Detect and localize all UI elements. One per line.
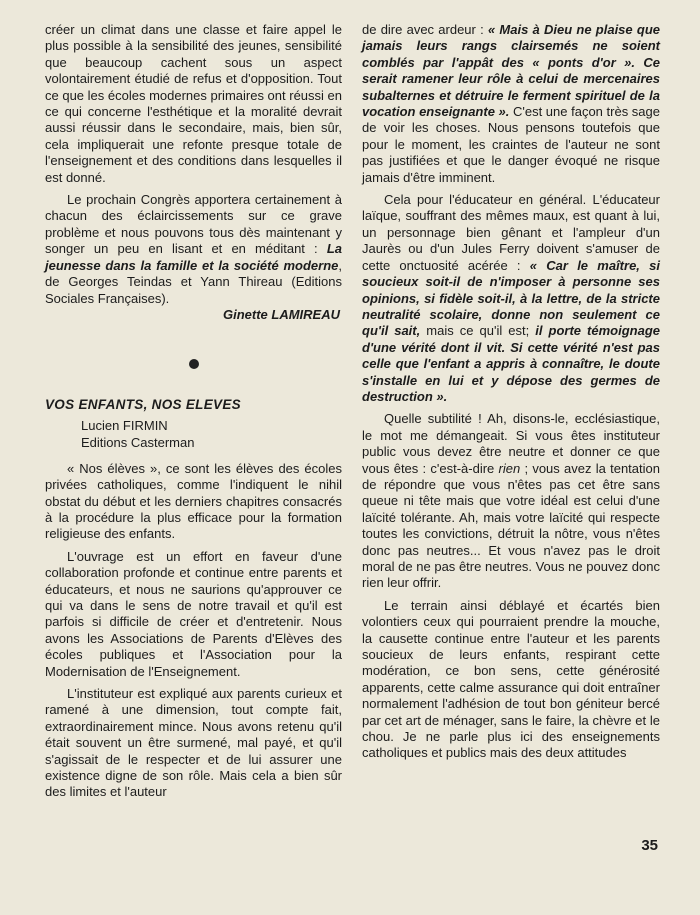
quote-vocation: « Mais à Dieu ne plaise que jamais leurs rangs clairsemés ne soient comblés par l'appât des « ponts d'or ». Ce serait ramener leur rôle à celui de mercenaires subalternes et détruire le ferment spirituel de la vocation enseignante ». [362,22,660,120]
paragraph-subtilite: Quelle subtilité ! Ah, disons-le, ecclésiastique, le mot me démangeait. Si vous êtes instituteur public vous devez être neutre et donner ce que vous êtes : c'est-à-dire rien ; vous avez la tentation de répondre que vous n'êtes pas cet être sans queue ni tête mais que votre idéal est celui d'une laïcité tolérante. Ah, mais votre laïcité qui respecte toutes les convictions, détruit la nôtre, vous n'êtes donc pas neutres... Et vous n'avez pas le droit moral de ne pas être neutres. Vous ne pouvez donc rien leur offrir. [362,411,660,591]
paragraph-ouvrage: L'ouvrage est un effort en faveur d'une collaboration profonde et continue entre parents et éducateurs, et nous ne saurions qu'approuver ce qui va dans le sens de notre travail et qu'il est parfois si difficile de créer et d'entretenir. Nous avons les Associations de Parents d'Elèves des écoles publiques et l'Association pour la Modernisation de l'Enseignement. [45,548,342,679]
book-title: La jeunesse dans la famille et la société moderne [45,241,342,273]
paragraph-educateur: Cela pour l'éducateur en général. L'éducateur laïque, souffrant des mêmes maux, est quant à lui, un personnage bien gênant et l'ampleur d'un Jaurès ou d'un Jules Ferry doivent s'amuser de cette onctuosité acérée : « Car le maître, si soucieux soit-il de n'imposer à personne ses opinions, si fidèle soit-il, à la lettre, de la stricte neutralité scolaire, donne non seulement ce qu'il sait, mais ce qu'il est; il porte témoignage d'une vérité dont il vit. Si cette vérité n'est pas celle que l'enfant a appris à connaître, le doute s'installe en lui et y dépose des germes de destruction ». [362,192,660,404]
quote-maitre: « Car le maître, si soucieux soit-il de n'imposer à personne ses opinions, si fidèle soit-il, à la lettre, de la stricte neutralité scolaire, donne non seulement ce qu'il sait, [362,257,660,339]
paragraph-terrain: Le terrain ainsi déblayé et écartés bien volontiers ceux qui pourraient prendre la mouche, la causette continue entre l'auteur et les parents soucieux de leurs enfants, respirant cette modération, ce bon sens, cette générosité apparents, cette calme assurance qui doit entraîner normalement l'adhésion de tout bon géniteur bercé par cet art de ménager, sans le faire, la chèvre et le chou. Je ne parle plus ici des enseignements catholiques et publics mais des deux attitudes [362,597,660,761]
right-column [362,22,660,768]
author-signature: Ginette LAMIREAU [223,306,340,322]
paragraph-congress: Le prochain Congrès apportera certainement à chacun des éclaircissements sur ce grave problème et nous pouvons tous dès maintenant y songer un peu en lisant et en méditant : La jeunesse dans la famille et la société moderne, de Georges Teindas et Yann Thireau (Editions Sociales Françaises). [45,192,342,306]
page-number: 35 [641,837,658,854]
paragraph-instituteur: L'instituteur est expliqué aux parents curieux et ramené à une dimension, tout compte fait, extraordinairement mince. Nous avons retenu qu'il était souvent un être surmené, mal payé, et qu'il s'agissait de le respecter et de lui assurer une existence digne de son rôle. Mais cela a bien sûr des limites et l'auteur [45,686,342,800]
paragraph-continuation: créer un climat dans une classe et faire appel le plus possible à la sensibilité des jeunes, sensibilité que beaucoup cachent sous un aspect volontairement étudié de refus et d'opposition. Tout ce que les écoles modernes primaires ont réussi en ce qui concerne l'esthétique et la moralité devrait aussi réussir dans le secondaire, mais, bien sûr, cela impliquerait une refonte presque totale de l'enseignement et des conditions dans lesquelles il est donné. [45,22,342,185]
book-author: Lucien FIRMIN [81,417,168,433]
emphasis-rien: rien [498,460,521,476]
paragraph-ardeur: de dire avec ardeur : « Mais à Dieu ne plaise que jamais leurs rangs clairsemés ne soient comblés par l'appât des « ponts d'or ». Ce serait ramener leur rôle à celui de mercenaires subalternes et détruire le ferment spirituel de la vocation enseignante ». C'est une façon très sage de voir les choses. Nous pensons toutefois que pour le moment, les craintes de l'auteur ne sont pas justifiées et que le danger évoqué ne risque jamais d'être imminent. [362,22,660,185]
book-publisher: Editions Casterman [81,434,195,450]
section-bullet [189,359,199,369]
quote-verite: il porte témoignage d'une vérité dont il vit. Si cette vérité n'est pas celle que l'enfant a appris à connaître, le doute s'installe en lui et y dépose des germes de destruction ». [362,323,660,404]
section-title: VOS ENFANTS, NOS ELEVES [45,397,241,413]
paragraph-nos-eleves: « Nos élèves », ce sont les élèves des écoles privées catholiques, comme l'indiquent le nihil obstat du début et les derniers chapitres consacrés à la procédure la plus efficace pour la formation religieuse des enfants. [45,460,342,542]
left-column [45,22,342,807]
